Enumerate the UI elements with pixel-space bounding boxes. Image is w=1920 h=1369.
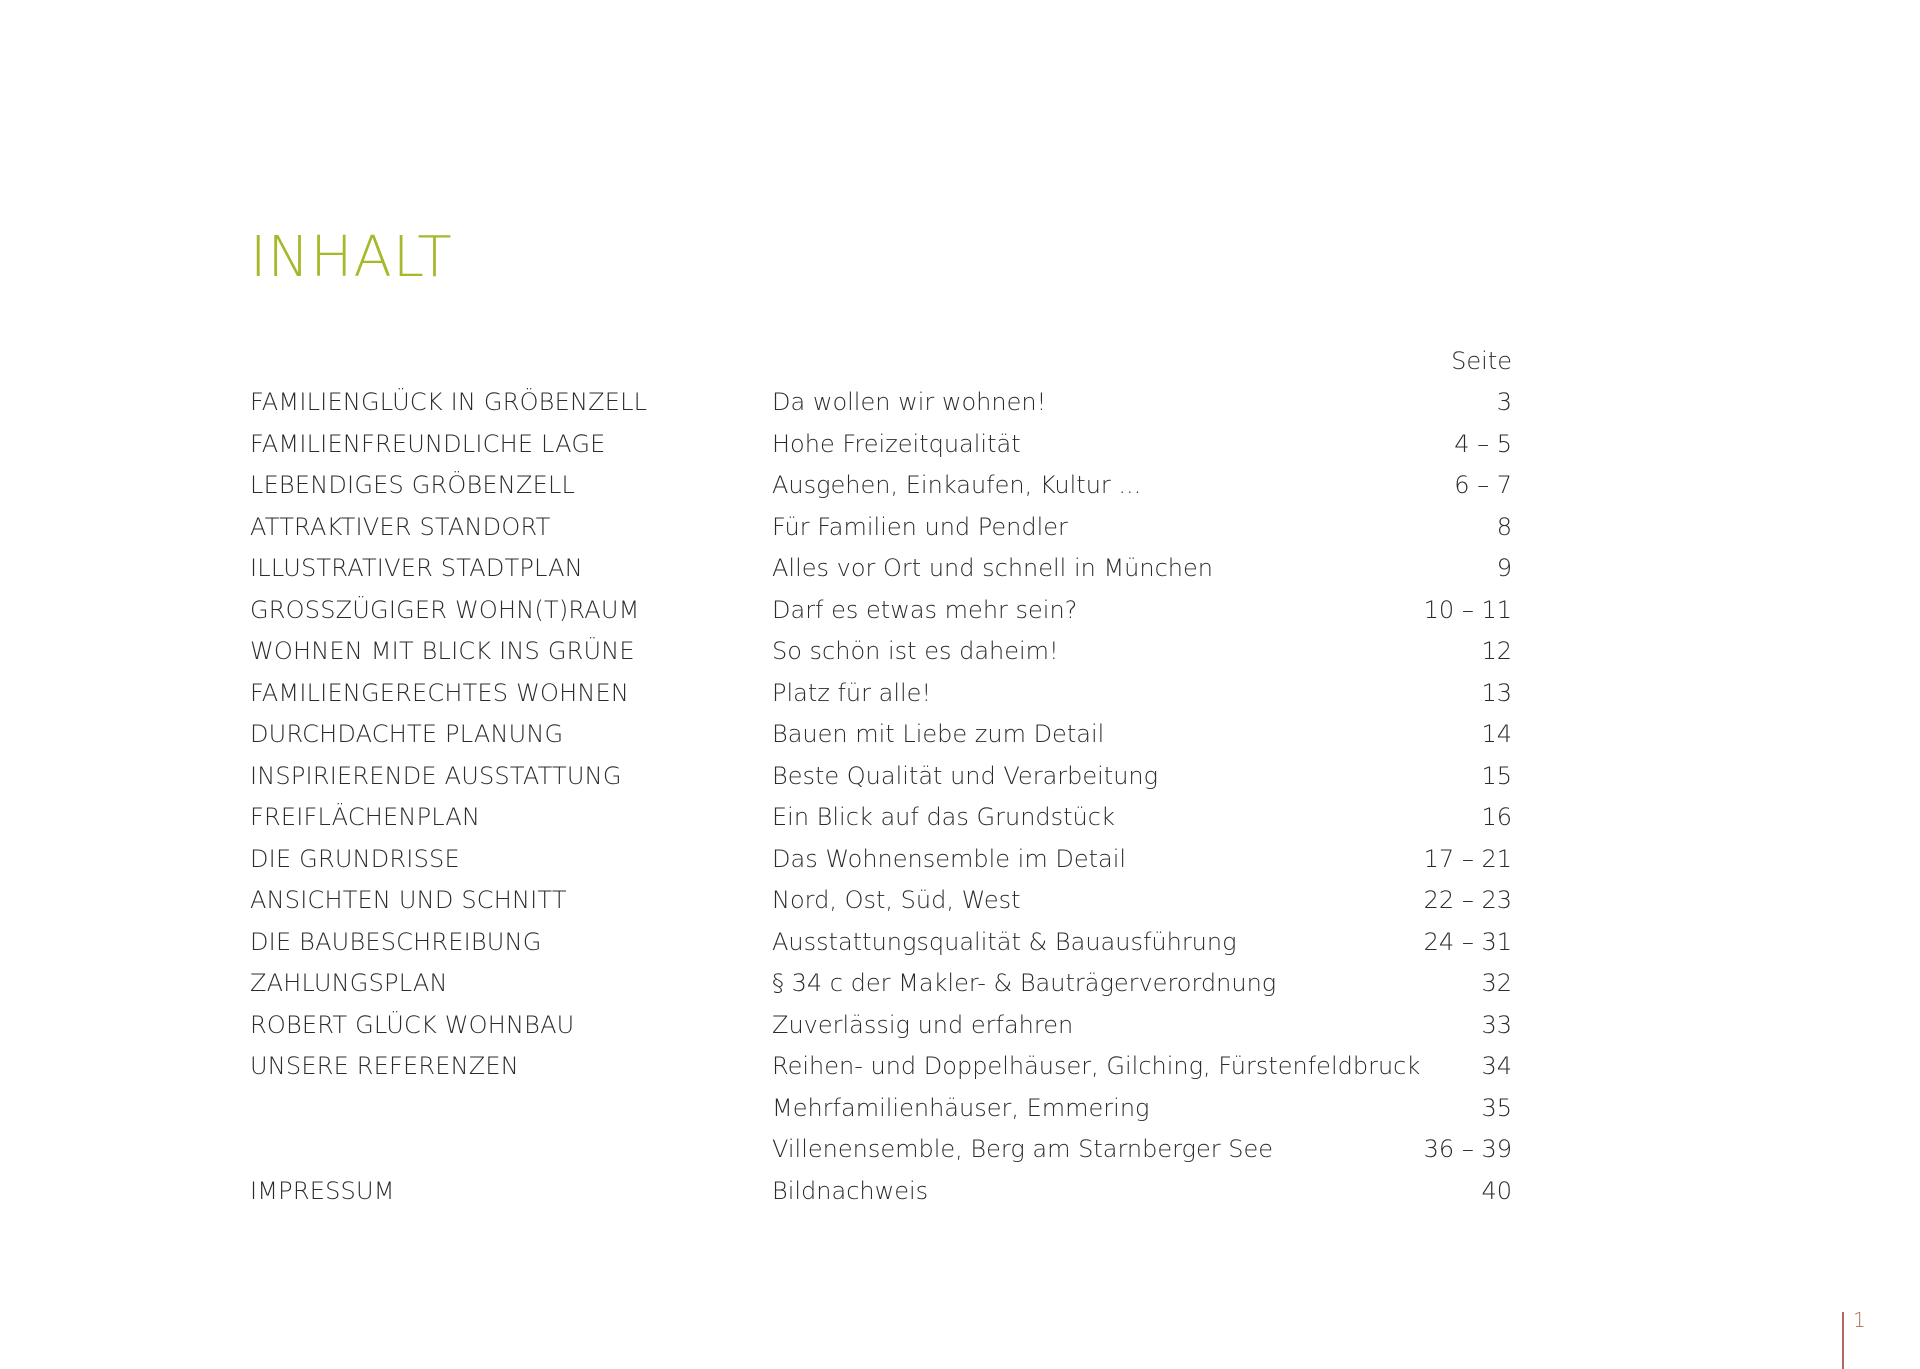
toc-entry — [250, 1046, 1512, 1088]
toc-description: Hohe Freizeitqualität — [772, 429, 1021, 458]
toc-entry — [250, 631, 1512, 673]
toc-description: So schön ist es daheim! — [772, 637, 1059, 665]
toc-page-number: 33 — [1481, 1010, 1512, 1039]
toc-entry — [250, 424, 1512, 466]
toc-section-title: ZAHLUNGSPLAN — [250, 969, 448, 997]
toc-description: Alles vor Ort und schnell in München — [772, 554, 1213, 582]
toc-entry — [250, 382, 1512, 424]
toc-header-row — [250, 341, 1512, 382]
toc-section-title: WOHNEN MIT BLICK INS GRÜNE — [250, 637, 635, 665]
toc-description: Da wollen wir wohnen! — [772, 388, 1047, 416]
toc-page-number: 32 — [1481, 969, 1512, 997]
toc-description: Bildnachweis — [772, 1176, 929, 1205]
toc-description: Mehrfamilienhäuser, Emmering — [772, 1093, 1150, 1122]
toc-page-number: 36 – 39 — [1423, 1135, 1512, 1163]
toc-section-title: UNSERE REFERENZEN — [250, 1052, 519, 1080]
footer-divider — [1842, 1312, 1844, 1369]
toc-page-number: 34 — [1481, 1052, 1512, 1080]
toc-page-number: 35 — [1481, 1093, 1512, 1122]
toc-page-number: 24 – 31 — [1423, 927, 1512, 956]
toc-section-title: FAMILIENGERECHTES WOHNEN — [250, 678, 630, 707]
toc-description: Ausstattungsqualität & Bauausführung — [772, 927, 1237, 956]
toc-section-title: ILLUSTRATIVER STADTPLAN — [250, 554, 583, 582]
toc-section-title: FAMILIENGLÜCK IN GRÖBENZELL — [250, 388, 648, 416]
toc-entry — [250, 880, 1512, 922]
toc-entry — [250, 673, 1512, 715]
toc-entry — [250, 839, 1512, 881]
toc-description: Für Familien und Pendler — [772, 512, 1068, 541]
toc-section-title: LEBENDIGES GRÖBENZELL — [250, 471, 576, 499]
toc-page-number: 6 – 7 — [1454, 471, 1512, 499]
toc-description: Nord, Ost, Süd, West — [772, 886, 1021, 914]
toc-entry — [250, 714, 1512, 756]
toc-entry — [250, 756, 1512, 798]
toc-section-title: INSPIRIERENDE AUSSTATTUNG — [250, 761, 622, 790]
toc-description: Villenensemble, Berg am Starnberger See — [772, 1135, 1273, 1163]
page-column-header: Seite — [1451, 347, 1512, 375]
toc-page-number: 16 — [1481, 803, 1512, 831]
toc-entry — [250, 465, 1512, 507]
toc-page-number: 9 — [1496, 554, 1512, 582]
toc-entry — [250, 590, 1512, 632]
toc-entry — [250, 1171, 1512, 1213]
toc-description: Beste Qualität und Verarbeitung — [772, 761, 1159, 790]
toc-page-number: 3 — [1496, 388, 1512, 416]
toc-description: § 34 c der Makler- & Bauträgerverordnung — [772, 969, 1277, 997]
footer-page-number: 1 — [1853, 1308, 1866, 1332]
toc-section-title: FAMILIENFREUNDLICHE LAGE — [250, 429, 606, 458]
toc-section-title: GROSSZÜGIGER WOHN(T)RAUM — [250, 595, 640, 624]
toc-entry — [250, 1129, 1512, 1171]
toc-entry — [250, 548, 1512, 590]
toc-section-title: ROBERT GLÜCK WOHNBAU — [250, 1010, 575, 1039]
toc-section-title: ATTRAKTIVER STANDORT — [250, 512, 551, 541]
toc-entry — [250, 1005, 1512, 1047]
toc-page-number: 15 — [1481, 761, 1512, 790]
table-of-contents — [250, 341, 1512, 1212]
toc-page-number: 10 – 11 — [1423, 595, 1512, 624]
toc-page-number: 12 — [1481, 637, 1512, 665]
toc-section-title: DURCHDACHTE PLANUNG — [250, 720, 564, 748]
toc-page-number: 14 — [1481, 720, 1512, 748]
toc-section-title: DIE GRUNDRISSE — [250, 844, 460, 873]
toc-entry — [250, 963, 1512, 1005]
toc-page-number: 13 — [1481, 678, 1512, 707]
toc-page-number: 8 — [1496, 512, 1512, 541]
toc-description: Bauen mit Liebe zum Detail — [772, 720, 1105, 748]
toc-description: Das Wohnensemble im Detail — [772, 844, 1127, 873]
toc-description: Darf es etwas mehr sein? — [772, 595, 1078, 624]
toc-page-number: 4 – 5 — [1454, 429, 1512, 458]
page-title: INHALT — [250, 225, 453, 290]
toc-section-title: IMPRESSUM — [250, 1176, 395, 1205]
toc-entry — [250, 797, 1512, 839]
toc-entry — [250, 1088, 1512, 1130]
toc-page-number: 40 — [1481, 1176, 1512, 1205]
toc-description: Reihen- und Doppelhäuser, Gilching, Fürstenfeldbruck — [772, 1052, 1421, 1080]
toc-description: Platz für alle! — [772, 678, 932, 707]
toc-page-number: 17 – 21 — [1423, 844, 1512, 873]
toc-description: Zuverlässig und erfahren — [772, 1010, 1074, 1039]
toc-entry — [250, 922, 1512, 964]
toc-section-title: FREIFLÄCHENPLAN — [250, 803, 481, 831]
toc-description: Ausgehen, Einkaufen, Kultur ... — [772, 471, 1142, 499]
toc-page-number: 22 – 23 — [1423, 886, 1512, 914]
toc-section-title: ANSICHTEN UND SCHNITT — [250, 886, 567, 914]
toc-entry — [250, 507, 1512, 549]
toc-section-title: DIE BAUBESCHREIBUNG — [250, 927, 542, 956]
toc-description: Ein Blick auf das Grundstück — [772, 803, 1115, 831]
